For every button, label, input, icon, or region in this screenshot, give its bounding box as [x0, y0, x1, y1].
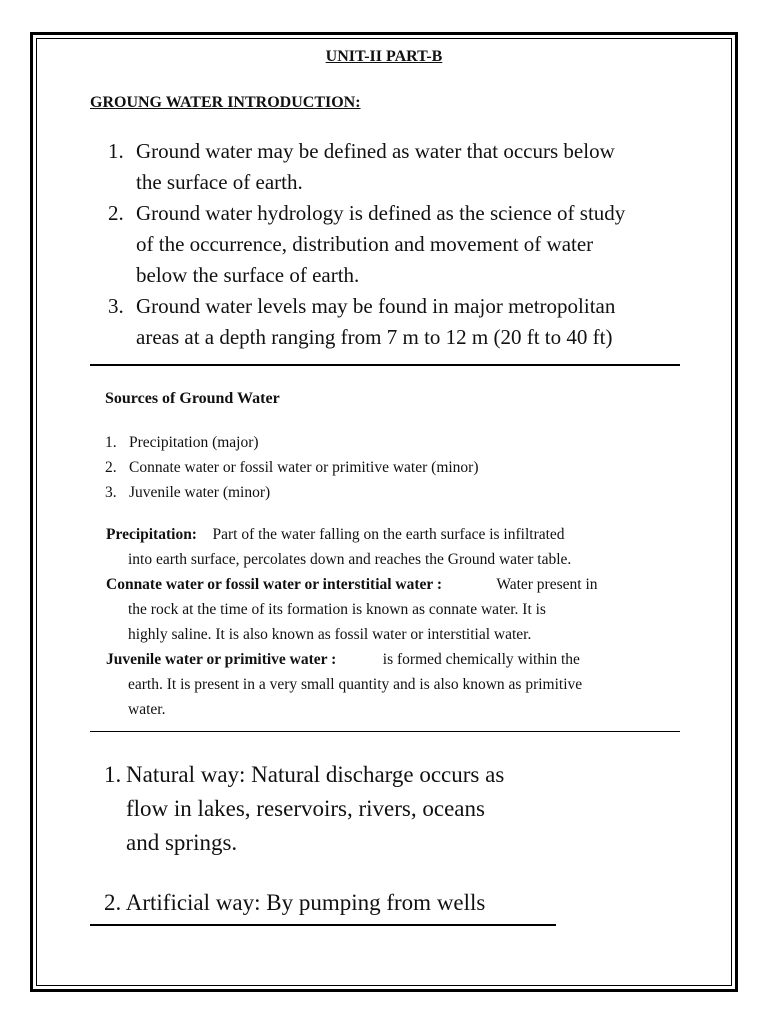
source-item-1: [105, 430, 479, 455]
definition-precipitation: [106, 522, 676, 572]
discharge-natural-line-1: Natural way: Natural discharge occurs as: [126, 762, 505, 787]
intro-point-3: [108, 291, 688, 353]
intro-point-1-number: 1.: [108, 139, 124, 163]
definition-text: into earth surface, percolates down and reaches the Ground water table.: [128, 551, 572, 568]
source-item-2-number: 2.: [105, 459, 117, 476]
definition-text: is formed chemically within the: [382, 651, 580, 668]
sources-list: [105, 430, 479, 505]
divider-3: [90, 924, 556, 926]
source-item-3: [105, 480, 479, 505]
source-item-1-number: 1.: [105, 434, 117, 451]
source-item-2-text: Connate water or fossil water or primitive water (minor): [129, 459, 479, 476]
intro-point-2-line-1: Ground water hydrology is defined as the science of study: [136, 201, 626, 225]
intro-point-3-line-1: Ground water levels may be found in major metropolitan: [136, 294, 616, 318]
definitions: [106, 522, 676, 722]
intro-point-1: [108, 136, 688, 198]
discharge-natural-item: [104, 758, 504, 860]
intro-point-1-line-2: the surface of earth.: [136, 170, 303, 194]
definition-text: Part of the water falling on the earth surface is infiltrated: [212, 526, 565, 543]
intro-point-2-line-3: below the surface of earth.: [136, 263, 360, 287]
intro-point-2-number: 2.: [108, 201, 124, 225]
discharge-natural-line-2: flow in lakes, reservoirs, rivers, oceans: [126, 796, 485, 821]
definition-term: Precipitation:: [106, 526, 197, 543]
discharge-artificial: 2. Artificial way: By pumping from wells: [104, 890, 486, 915]
divider-1: [90, 364, 680, 366]
source-item-3-number: 3.: [105, 484, 117, 501]
definition-text: highly saline. It is also known as fossil water or interstitial water.: [128, 626, 532, 643]
definition-text: Water present in: [496, 576, 598, 593]
discharge-natural: [104, 758, 504, 860]
sources-title: Sources of Ground Water: [105, 390, 280, 407]
intro-point-2-line-2: of the occurrence, distribution and movement of water: [136, 232, 594, 256]
definition-term: Connate water or fossil water or interstitial water :: [106, 576, 443, 593]
definition-text: earth. It is present in a very small quantity and is also known as primitive: [128, 676, 583, 693]
definition-connate-water: [106, 572, 676, 647]
discharge-natural-line-3: and springs.: [126, 830, 238, 855]
intro-point-3-number: 3.: [108, 294, 124, 318]
intro-point-1-line-1: Ground water may be defined as water that occurs below: [136, 139, 615, 163]
intro-point-3-line-2: areas at a depth ranging from 7 m to 12 m (20 ft to 40 ft): [136, 325, 613, 349]
intro-title: GROUNG WATER INTRODUCTION:: [90, 94, 361, 111]
definition-text: the rock at the time of its formation is known as connate water. It is: [128, 601, 546, 618]
definition-term: Juvenile water or primitive water :: [106, 651, 337, 668]
intro-points-list: [108, 136, 688, 353]
discharge-natural-number: 1.: [104, 762, 122, 787]
definition-text: water.: [128, 701, 166, 718]
source-item-3-text: Juvenile water (minor): [129, 484, 271, 501]
divider-2: [90, 731, 680, 732]
source-item-1-text: Precipitation (major): [129, 434, 259, 451]
source-item-2: [105, 455, 479, 480]
intro-point-2: [108, 198, 688, 291]
definition-juvenile-water: [106, 647, 676, 722]
unit-title: UNIT-II PART-B: [325, 48, 443, 65]
